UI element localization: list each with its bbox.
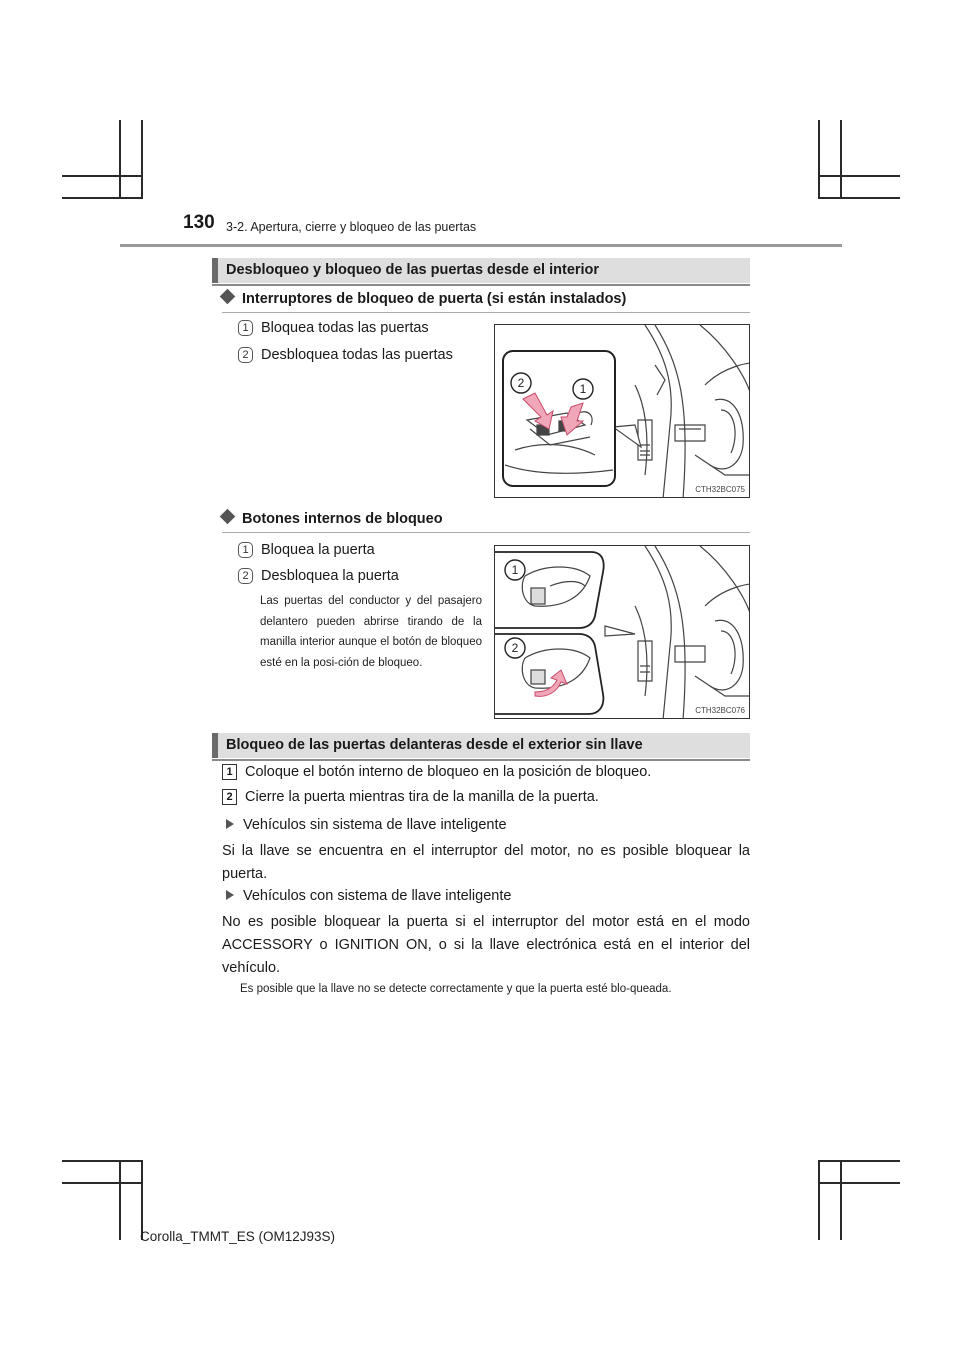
footer-document-id: Corolla_TMMT_ES (OM12J93S) xyxy=(140,1229,336,1244)
section-header xyxy=(212,733,750,758)
triangle-bullet-icon xyxy=(226,819,234,829)
subsection-divider xyxy=(222,532,750,533)
step-number: 2 xyxy=(222,789,237,805)
step-item: 2 Cierre la puerta mientras tira de la manilla de la puerta. xyxy=(222,789,599,805)
crop-mark xyxy=(62,1160,143,1162)
crop-mark xyxy=(840,120,842,199)
step-number: 2 xyxy=(238,347,253,363)
condition-label: Vehículos sin sistema de llave inteligente xyxy=(226,817,507,833)
diamond-icon xyxy=(220,509,236,525)
step-item: 1 Coloque el botón interno de bloqueo en la posición de bloqueo. xyxy=(222,764,651,780)
note-text: Las puertas del conductor y del pasajero delantero pueden abrirse tirando de la manilla interior aunque el botón de bloqueo esté en la posi-ción de bloqueo. xyxy=(260,595,482,669)
crop-mark xyxy=(62,1182,143,1184)
subsection-heading: Interruptores de bloqueo de puerta (si están instalados) xyxy=(222,291,626,307)
figure-code: CTH32BC076 xyxy=(695,706,745,715)
diamond-icon xyxy=(220,289,236,305)
figure-door-lock-switch xyxy=(494,324,750,498)
subsection-heading: Botones internos de bloqueo xyxy=(222,511,443,527)
triangle-bullet-icon xyxy=(226,890,234,900)
crop-mark xyxy=(840,1160,842,1240)
header-divider xyxy=(120,244,842,247)
crop-mark xyxy=(119,1160,121,1240)
list-item: 2 Desbloquea la puerta xyxy=(238,568,399,584)
crop-mark xyxy=(818,1182,900,1184)
callout-label: 1 xyxy=(511,563,519,577)
crop-mark xyxy=(818,197,900,199)
crop-mark xyxy=(141,1160,143,1240)
callout-label: 1 xyxy=(579,382,587,396)
section-title: Bloqueo de las puertas delanteras desde el exterior sin llave xyxy=(226,737,643,753)
page-number: 130 xyxy=(183,212,215,233)
paragraph: No es posible bloquear la puerta si el interruptor del motor está en el modo ACCESSORY o IGNITION ON, o si la llave electrónica está en el interior del vehículo. xyxy=(222,914,750,976)
crop-mark xyxy=(818,1160,820,1240)
section-title: Desbloqueo y bloqueo de las puertas desde el interior xyxy=(226,262,600,278)
crop-mark xyxy=(62,175,143,177)
inside-lock-button-illustration xyxy=(495,546,750,719)
callout-label: 2 xyxy=(517,376,525,390)
crop-mark xyxy=(818,175,900,177)
crop-mark xyxy=(62,197,143,199)
figure-code: CTH32BC075 xyxy=(695,485,745,494)
step-number: 2 xyxy=(238,568,253,584)
door-lock-switch-illustration xyxy=(495,325,750,498)
paragraph: Si la llave se encuentra en el interruptor del motor, no es posible bloquear la puerta. xyxy=(222,843,750,882)
step-number: 1 xyxy=(238,542,253,558)
callout-label: 2 xyxy=(511,641,519,655)
step-number: 1 xyxy=(222,764,237,780)
subsection-divider xyxy=(222,312,750,313)
figure-inside-lock-button xyxy=(494,545,750,719)
section-header xyxy=(212,258,750,283)
crop-mark xyxy=(818,1160,900,1162)
note-text: Es posible que la llave no se detecte correctamente y que la puerta esté blo-queada. xyxy=(240,983,672,995)
chapter-title: 3-2. Apertura, cierre y bloqueo de las puertas xyxy=(226,220,477,234)
crop-mark xyxy=(818,120,820,199)
list-item: 2 Desbloquea todas las puertas xyxy=(238,347,453,363)
step-number: 1 xyxy=(238,320,253,336)
condition-label: Vehículos con sistema de llave inteligente xyxy=(226,888,511,904)
list-item: 1 Bloquea todas las puertas xyxy=(238,320,429,336)
list-item: 1 Bloquea la puerta xyxy=(238,542,375,558)
crop-mark xyxy=(119,120,121,199)
crop-mark xyxy=(141,120,143,199)
